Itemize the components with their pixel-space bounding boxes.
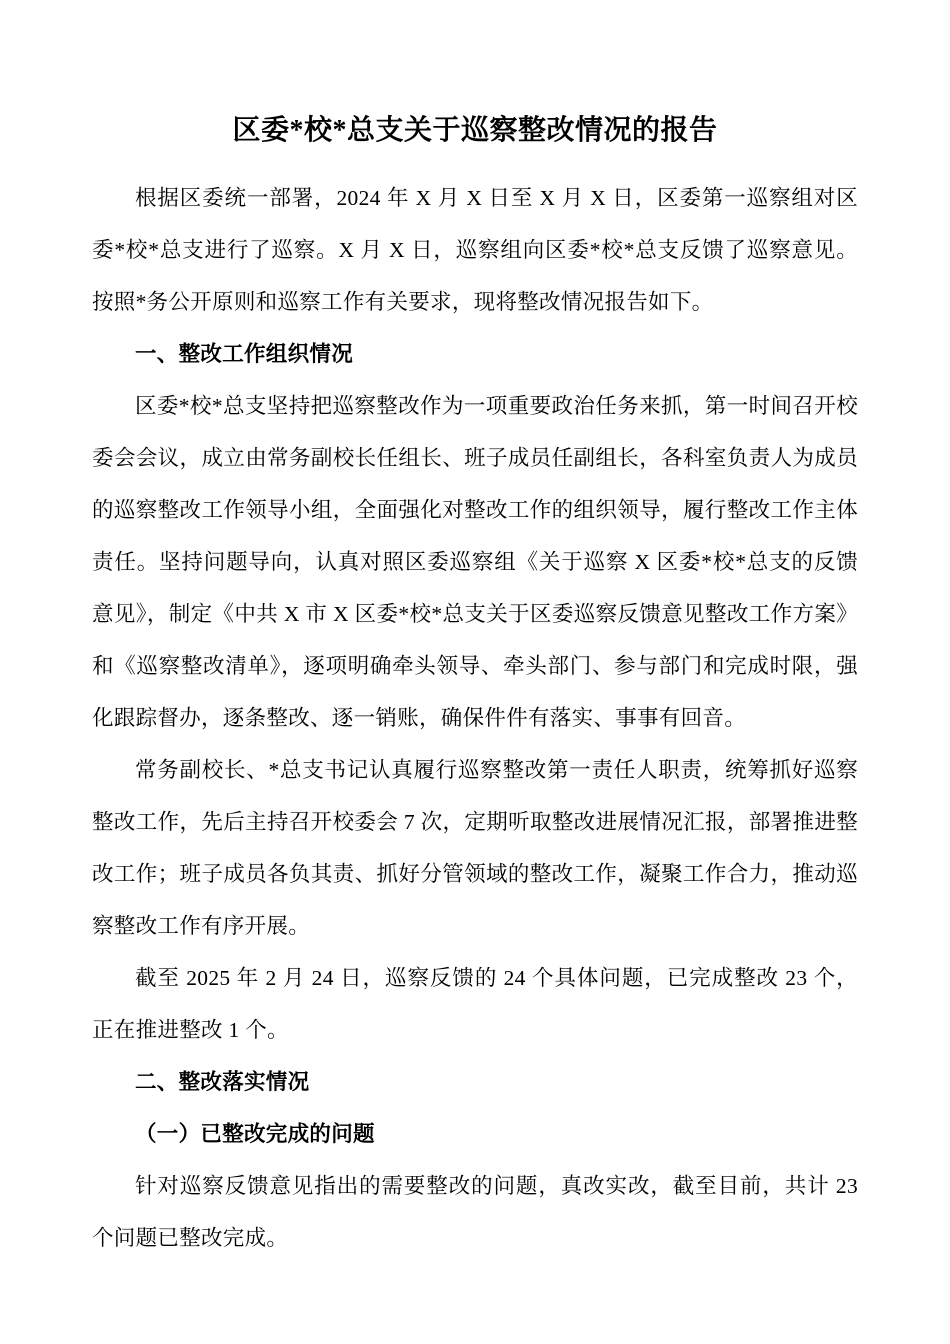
section-1-paragraph-1: 区委*校*总支坚持把巡察整改作为一项重要政治任务来抓，第一时间召开校委会会议，成立由常务副校长任组长、班子成员任副组长，各科室负责人为成员的巡察整改工作领导小组，全面强化对整改工作的组织领导，履行整改工作主体责任。坚持问题导向，认真对照区委巡察组《关于巡察 X 区委*校*总支的反馈意见》，制定《中共 X 市 X 区委*校*总支关于区委巡察反馈意见整改工作方案》和《巡察整改清单》，逐项明确牵头领导、牵头部门、参与部门和完成时限，强化跟踪督办，逐条整改、逐一销账，确保件件有落实、事事有回音。 bbox=[92, 394, 858, 730]
section-1-paragraph-3: 截至 2025 年 2 月 24 日，巡察反馈的 24 个具体问题，已完成整改 23 个，正在推进整改 1 个。 bbox=[92, 966, 858, 1042]
section-2-heading: 二、整改落实情况 bbox=[135, 1070, 310, 1094]
document-title: 区委*校*总支关于巡察整改情况的报告 bbox=[232, 115, 718, 146]
section-2-paragraph-1: 针对巡察反馈意见指出的需要整改的问题，真改实改，截至目前，共计 23 个问题已整改完成。 bbox=[92, 1174, 858, 1250]
section-1-paragraph-2: 常务副校长、*总支书记认真履行巡察整改第一责任人职责，统筹抓好巡察整改工作，先后主持召开校委会 7 次，定期听取整改进展情况汇报，部署推进整改工作；班子成员各负其责、抓好分管领域的整改工作，凝聚工作合力，推动巡察整改工作有序开展。 bbox=[92, 758, 858, 938]
intro-paragraph: 根据区委统一部署，2024 年 X 月 X 日至 X 月 X 日，区委第一巡察组对区委*校*总支进行了巡察。X 月 X 日，巡察组向区委*校*总支反馈了巡察意见。按照*务公开原则和巡察工作有关要求，现将整改情况报告如下。 bbox=[92, 186, 858, 314]
section-2-subheading-1: （一）已整改完成的问题 bbox=[135, 1122, 375, 1146]
section-1-heading: 一、整改工作组织情况 bbox=[135, 342, 354, 366]
